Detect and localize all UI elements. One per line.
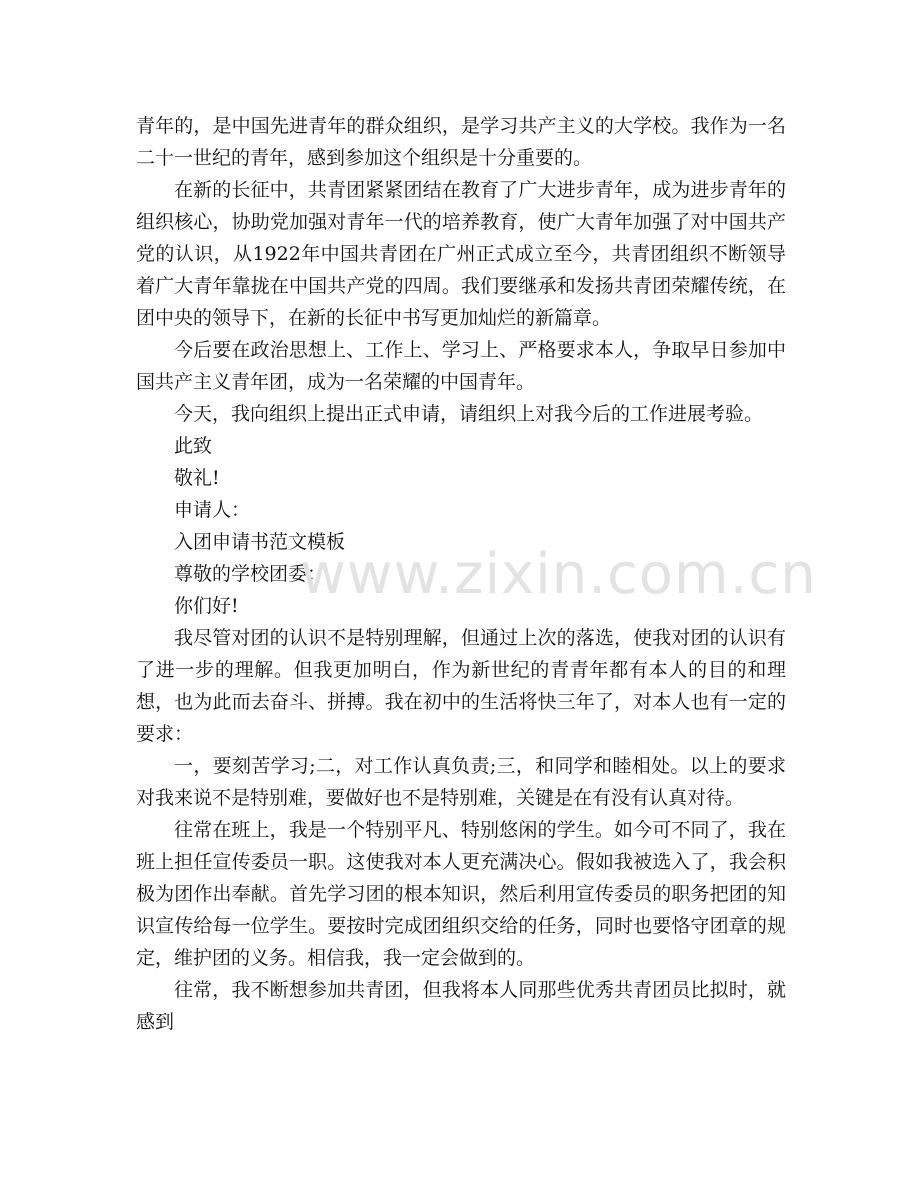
applicant-line: 申请人： — [174, 499, 251, 521]
paragraph: 在新的长征中，共青团紧紧团结在教育了广大进步青年，成为进步青年的组织核心，协助党加强对青年一代的培养教育，使广大青年加强了对中国共产党的认识，从1922年中国共青团在广州正式成立至今，共青团组织不断领导着广大青年靠拢在中国共产党的四周。我们要继承和发扬共青团荣耀传统，在团中央的领导下，在新的长征中书写更加灿烂的新篇章。 — [136, 179, 786, 329]
addressee-line: 尊敬的学校团委： — [174, 563, 327, 585]
paragraph: 一，要刻苦学习;二，对工作认真负责;三，和同学和睦相处。以上的要求对我来说不是特别难，要做好也不是特别难，关键是在有没有认真对待。 — [136, 755, 786, 809]
section-title: 入团申请书范文模板 — [174, 531, 346, 553]
salutation-line: 敬礼! — [174, 467, 220, 489]
document-body — [136, 110, 817, 1038]
paragraph: 往常，我不断想参加共青团，但我将本人同那些优秀共青团员比拟时，就感到 — [136, 979, 786, 1033]
paragraph: 我尽管对团的认识不是特别理解，但通过上次的落选，使我对团的认识有了进一步的理解。但我更加明白，作为新世纪的青青年都有本人的目的和理想，也为此而去奋斗、拼搏。我在初中的生活将快三年了，对本人也有一定的要求： — [136, 627, 786, 745]
paragraph: 青年的，是中国先进青年的群众组织，是学习共产主义的大学校。我作为一名二十一世纪的青年，感到参加这个组织是十分重要的。 — [136, 115, 786, 169]
closing-line: 此致 — [174, 435, 213, 457]
greeting-line: 你们好! — [174, 595, 239, 617]
paragraph: 今后要在政治思想上、工作上、学习上、严格要求本人，争取早日参加中国共产主义青年团，成为一名荣耀的中国青年。 — [136, 339, 786, 393]
watermark: www.zixin.com.cn — [300, 542, 817, 607]
paragraph: 往常在班上，我是一个特别平凡、特别悠闲的学生。如今可不同了，我在班上担任宣传委员一职。这使我对本人更充满决心。假如我被选入了，我会积极为团作出奉献。首先学习团的根本知识，然后利用宣传委员的职务把团的知识宣传给每一位学生。要按时完成团组织交给的任务，同时也要恪守团章的规定，维护团的义务。相信我，我一定会做到的。 — [136, 819, 786, 969]
paragraph: 今天，我向组织上提出正式申请，请组织上对我今后的工作进展考验。 — [174, 403, 764, 425]
